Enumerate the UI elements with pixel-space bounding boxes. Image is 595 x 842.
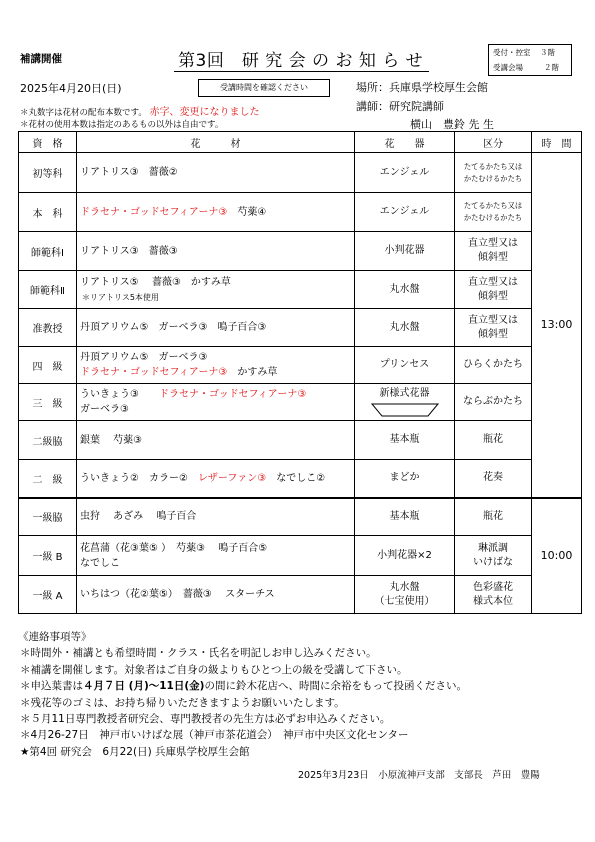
table-row [19,576,582,614]
materials-line [80,556,354,571]
table-row [19,347,582,384]
vessel-text: エンジェル [379,166,430,178]
materials-cell [77,232,355,271]
table-row [19,498,582,536]
vessel-cell [355,536,455,576]
material-text: ういきょう② カラー② [80,472,198,484]
division-text: 傾斜型 [478,290,508,302]
table-row [19,271,582,309]
vessel-cell [355,421,455,460]
page-title [178,46,423,71]
grade-cell: 初等科 [19,153,77,193]
vessel-text: まどか [389,472,420,484]
title-suffix: 回 研 究 会 の お 知 ら せ [206,51,424,71]
material-changed: ドラセナ・ゴッドセフィアーナ③ [80,206,228,218]
floor-info-reception [493,45,571,60]
header-time: 時 間 [532,132,582,153]
note-application-tail: の間に鈴木花店へ、時間に余裕をもって投函ください。 [204,680,467,693]
floor-info-floor: ３階 [540,48,555,57]
table-row [19,232,582,271]
notes-section [20,629,467,760]
division-text: 直立型又は [468,238,518,249]
grade-cell: 本 科 [19,193,77,232]
vessel-cell [355,232,455,271]
division-cell [455,536,532,576]
materials-line [80,509,354,524]
vessel-cell [355,460,455,498]
division-text: いけばな [473,556,513,568]
vessel-text: 丸水盤 [389,581,420,593]
materials-cell [77,421,355,460]
material-changed: レザーファン③ [197,472,267,484]
note-changed-red: 赤字、変更になりました [149,107,260,118]
note-item-application [20,678,467,694]
table-row [19,384,582,421]
division-cell [455,271,532,309]
footer-signature: 2025年3月23日 小原流神戸支部 支部長 芦田 豊陽 [298,770,540,781]
materials-cell [77,347,355,384]
division-text: ならぶかたち [463,396,523,407]
division-cell [455,309,532,347]
note-item: ＊補講を開催します。対象者はご自身の級よりもひとつ上の級を受講して下さい。 [20,663,408,676]
note-item: ★第4回 研究会 6月22(日) 兵庫県学校厚生会館 [20,745,250,758]
instructor-label: 講師：研究院講師 [356,100,444,113]
materials-cell [77,498,355,536]
division-text: 色彩盛花 [473,581,513,593]
note-usage: ＊花材の使用本数は指定のあるもの以外は自由です。 [20,120,224,130]
grade-cell: 二級脇 [19,421,77,460]
vessel-text: 丸水盤 [389,321,420,333]
materials-cell [77,309,355,347]
division-cell [455,498,532,536]
division-text: 直立型又は [468,314,518,326]
material-text: 丹頂アリウム⑤ ガーベラ③ 鳴子百合③ [80,322,267,333]
material-text: 芍薬④ [227,206,267,218]
material-changed: ドラセナ・ゴッドセフィアーナ③ [80,367,228,378]
table-row [19,153,582,193]
grade-cell: 一級 B [19,536,77,576]
floor-info-venue [493,60,571,75]
division-cell [455,384,532,421]
note-item: ＊５月11日専門教授者研究会、専門教授者の先生方は必ずお申込みください。 [20,713,391,726]
floor-info-box [488,44,572,76]
division-text: たてるかたち又は [463,201,523,210]
supplementary-tag: 補講開催 [20,53,62,65]
table-row [19,460,582,498]
materials-line [80,433,354,448]
header-division: 区分 [455,132,532,153]
header-vessel: 花 器 [355,132,455,153]
division-text: ひらくかたち [463,359,523,370]
material-text: なでしこ② [266,472,326,484]
materials-line [80,365,354,380]
material-text: なでしこ [80,557,120,569]
table-row [19,536,582,576]
vessel-text: エンジェル [379,206,430,217]
materials-line [80,402,354,417]
division-text: 琳派調 [478,542,508,554]
floor-info-label: 受講会場 [493,63,523,72]
grade-cell: 師範科Ⅱ [19,271,77,309]
title-underline [174,71,429,72]
note-application-dates: ４月７日 (月)～11日(金) [83,680,205,693]
header-materials: 花 材 [77,132,355,153]
materials-cell [77,384,355,421]
vessel-cell [355,576,455,614]
division-text: たてるかたち又は [463,161,523,171]
materials-cell [77,536,355,576]
vessel-cell [355,498,455,536]
materials-line [80,387,354,402]
trapezoid-vessel-icon [370,403,440,417]
grade-cell: 准教授 [19,309,77,347]
material-changed: ドラセナ・ゴッドセフィアーナ③ [158,389,307,400]
division-text: 直立型又は [468,276,518,288]
division-text: かたむけるかたち [463,173,523,183]
material-text: ガーベラ③ [80,404,129,415]
grade-cell: 三 級 [19,384,77,421]
title-number: 3 [195,51,207,71]
grade-cell: 四 級 [19,347,77,384]
material-text: 花菖蒲（花③葉⑤ ） 芍薬③ 鳴子百合⑤ [80,542,268,554]
note-distribution [20,103,260,118]
materials-cell [77,576,355,614]
division-cell [455,153,532,193]
table-row [19,193,582,232]
vessel-cell [355,153,455,193]
note-item: ＊残花等のゴミは、お持ち帰りいただきますようお願いいたします。 [20,696,345,709]
time-cell: 13:00 [532,153,582,498]
note-distribution-text: ＊丸数字は花材の配布本数です。 [20,108,147,118]
vessel-text: 基本瓶 [389,510,420,522]
materials-line [80,244,354,259]
material-text: 丹頂アリウム⑤ ガーベラ③ [80,352,208,363]
division-text: 傾斜型 [478,328,508,340]
materials-line [80,587,354,602]
instructor-name: 横山 豊鈴 先 生 [410,118,494,131]
vessel-text: 新様式花器 [379,388,430,399]
vessel-cell [355,271,455,309]
division-text: 瓶花 [483,434,503,445]
grade-cell: 二 級 [19,460,77,498]
materials-cell [77,153,355,193]
division-cell [455,460,532,498]
division-text: 傾斜型 [478,252,508,263]
venue-place: 場所：兵庫県学校厚生会館 [356,81,488,94]
materials-line [80,205,354,220]
vessel-cell [355,384,455,421]
division-cell [455,576,532,614]
vessel-text: プリンセス [379,359,430,370]
material-text: ういきょう③ [80,389,159,400]
vessel-text: 基本瓶 [389,434,420,445]
materials-line [80,275,354,290]
materials-line [80,290,354,305]
header-grade: 資 格 [19,132,77,153]
vessel-text: （七宝使用） [374,595,435,607]
division-cell [455,193,532,232]
division-cell [455,347,532,384]
floor-info-floor: ２階 [544,63,559,72]
material-text: 銀葉 芍薬③ [80,434,143,446]
time-cell: 10:00 [532,498,582,614]
vessel-text: 小判花器 [384,245,425,256]
material-text: いちはつ（花②葉⑤） 薔薇③ スターチス [80,589,275,600]
table-row [19,421,582,460]
materials-line [80,350,354,365]
note-item: ＊時間外・補講とも希望時間・クラス・氏名を明記しお申し込みください。 [20,647,377,660]
division-text: かたむけるかたち [463,213,523,222]
materials-line [80,320,354,335]
materials-cell [77,193,355,232]
grade-cell: 一級脇 [19,498,77,536]
floor-info-label: 受付・控室 [493,48,531,57]
material-text: ＊リアトリス5本使用 [82,292,159,302]
vessel-cell [355,309,455,347]
table-row [19,309,582,347]
vessel-cell [355,347,455,384]
material-text: リアトリス③ 薔薇③ [80,245,178,257]
vessel-text: 小判花器×2 [377,549,432,561]
materials-cell [77,271,355,309]
division-text: 花奏 [483,472,503,484]
notes-heading: 《連絡事項等》 [18,631,92,643]
division-cell [455,421,532,460]
vessel-cell [355,193,455,232]
materials-line [80,471,354,486]
division-cell [455,232,532,271]
note-application-head: ＊申込葉書は [20,680,83,693]
title-prefix: 第 [178,51,196,71]
division-text: 様式本位 [473,595,513,607]
note-item: ＊4月26-27日 神戸市いけばな展（神戸市茶花道会） 神戸市中央区文化センター [20,729,409,742]
grade-cell: 一級 A [19,576,77,614]
materials-cell [77,460,355,498]
grade-cell: 師範科Ⅰ [19,232,77,271]
division-text: 瓶花 [483,510,503,522]
table-header-row [19,132,582,153]
materials-line [80,541,354,556]
materials-line [80,165,354,180]
material-text: リアトリス⑤ 薔薇③ かすみ草 [80,276,231,288]
material-text: リアトリス③ 薔薇② [80,167,178,178]
time-confirm-box: 受講時間を確認ください [198,79,330,97]
event-date: 2025年4月20日(日) [20,82,122,95]
schedule-table [18,131,582,614]
vessel-text: 丸水盤 [389,283,420,295]
material-text: 虫狩 あざみ 鳴子百合 [80,511,197,523]
material-text: かすみ草 [227,367,278,378]
